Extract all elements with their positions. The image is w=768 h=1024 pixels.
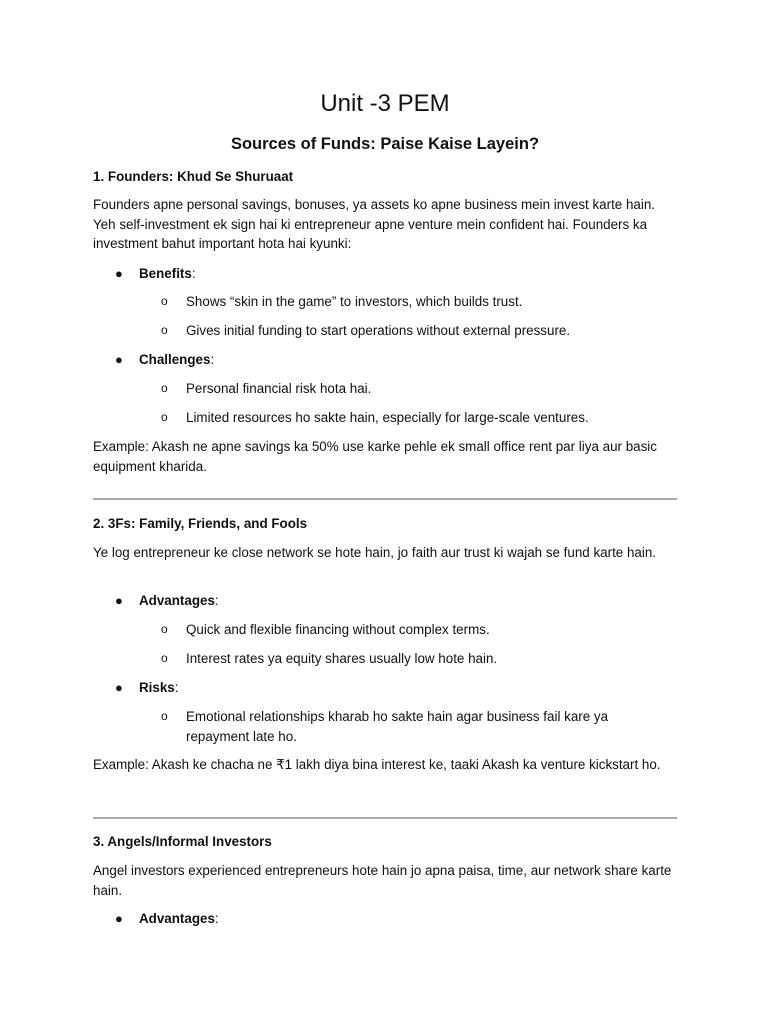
page-title: Unit -3 PEM xyxy=(320,90,450,117)
bullet-label: Advantages xyxy=(139,593,215,608)
horizontal-divider xyxy=(93,498,677,500)
circle-bullet-icon: o xyxy=(161,622,168,636)
bullet-icon: ● xyxy=(115,352,123,367)
section-intro: Ye log entrepreneur ke close network se hote hain, jo faith aur trust ki wajah se fund karte hain. xyxy=(93,545,656,560)
section-heading: 3. Angels/Informal Investors xyxy=(93,834,272,849)
bullet-label: Challenges xyxy=(139,352,211,367)
sub-bullet-text: Interest rates ya equity shares usually low hote hain. xyxy=(186,651,498,666)
sub-bullet-text: Shows “skin in the game” to investors, which builds trust. xyxy=(186,294,523,309)
section-intro: Angel investors experienced entrepreneurs hote hain jo apna paisa, time, aur network share karte hain. xyxy=(93,863,672,898)
circle-bullet-icon: o xyxy=(161,651,168,665)
circle-bullet-icon: o xyxy=(161,381,168,395)
circle-bullet-icon: o xyxy=(161,410,168,424)
section-example: Example: Akash ne apne savings ka 50% use karke pehle ek small office rent par liya aur basic equipment kharida. xyxy=(93,439,657,474)
circle-bullet-icon: o xyxy=(161,709,168,723)
bullet-label: Risks xyxy=(139,680,175,695)
page-subtitle: Sources of Funds: Paise Kaise Layein? xyxy=(230,135,540,153)
bullet-icon: ● xyxy=(115,593,123,608)
sub-bullet-text: Quick and flexible financing without complex terms. xyxy=(186,622,490,637)
sub-bullet-text: Limited resources ho sakte hain, especially for large-scale ventures. xyxy=(186,410,589,425)
circle-bullet-icon: o xyxy=(161,294,168,308)
section-intro: Founders apne personal savings, bonuses, ya assets ko apne business mein invest karte hain. Yeh self-investment ek sign hai ki entrepreneur apne venture mein confident hai. Founders ka investment bahut important hota hai kyunki: xyxy=(93,197,655,251)
bullet-icon: ● xyxy=(115,680,123,695)
section-example: Example: Akash ke chacha ne ₹1 lakh diya bina interest ke, taaki Akash ka venture kickstart ho. xyxy=(93,757,661,772)
section-heading: 2. 3Fs: Family, Friends, and Fools xyxy=(93,516,308,531)
bullet-icon: ● xyxy=(115,266,123,281)
sub-bullet-text: Emotional relationships kharab ho sakte hain agar business fail kare ya repayment late ho. xyxy=(186,709,609,744)
section-heading: 1. Founders: Khud Se Shuruaat xyxy=(93,169,294,184)
bullet-icon: ● xyxy=(115,911,123,926)
bullet-label: Advantages xyxy=(139,911,215,926)
sub-bullet-text: Gives initial funding to start operations without external pressure. xyxy=(186,323,571,338)
circle-bullet-icon: o xyxy=(161,323,168,337)
horizontal-divider xyxy=(93,817,677,819)
sub-bullet-text: Personal financial risk hota hai. xyxy=(186,381,372,396)
bullet-label: Benefits xyxy=(139,266,192,281)
